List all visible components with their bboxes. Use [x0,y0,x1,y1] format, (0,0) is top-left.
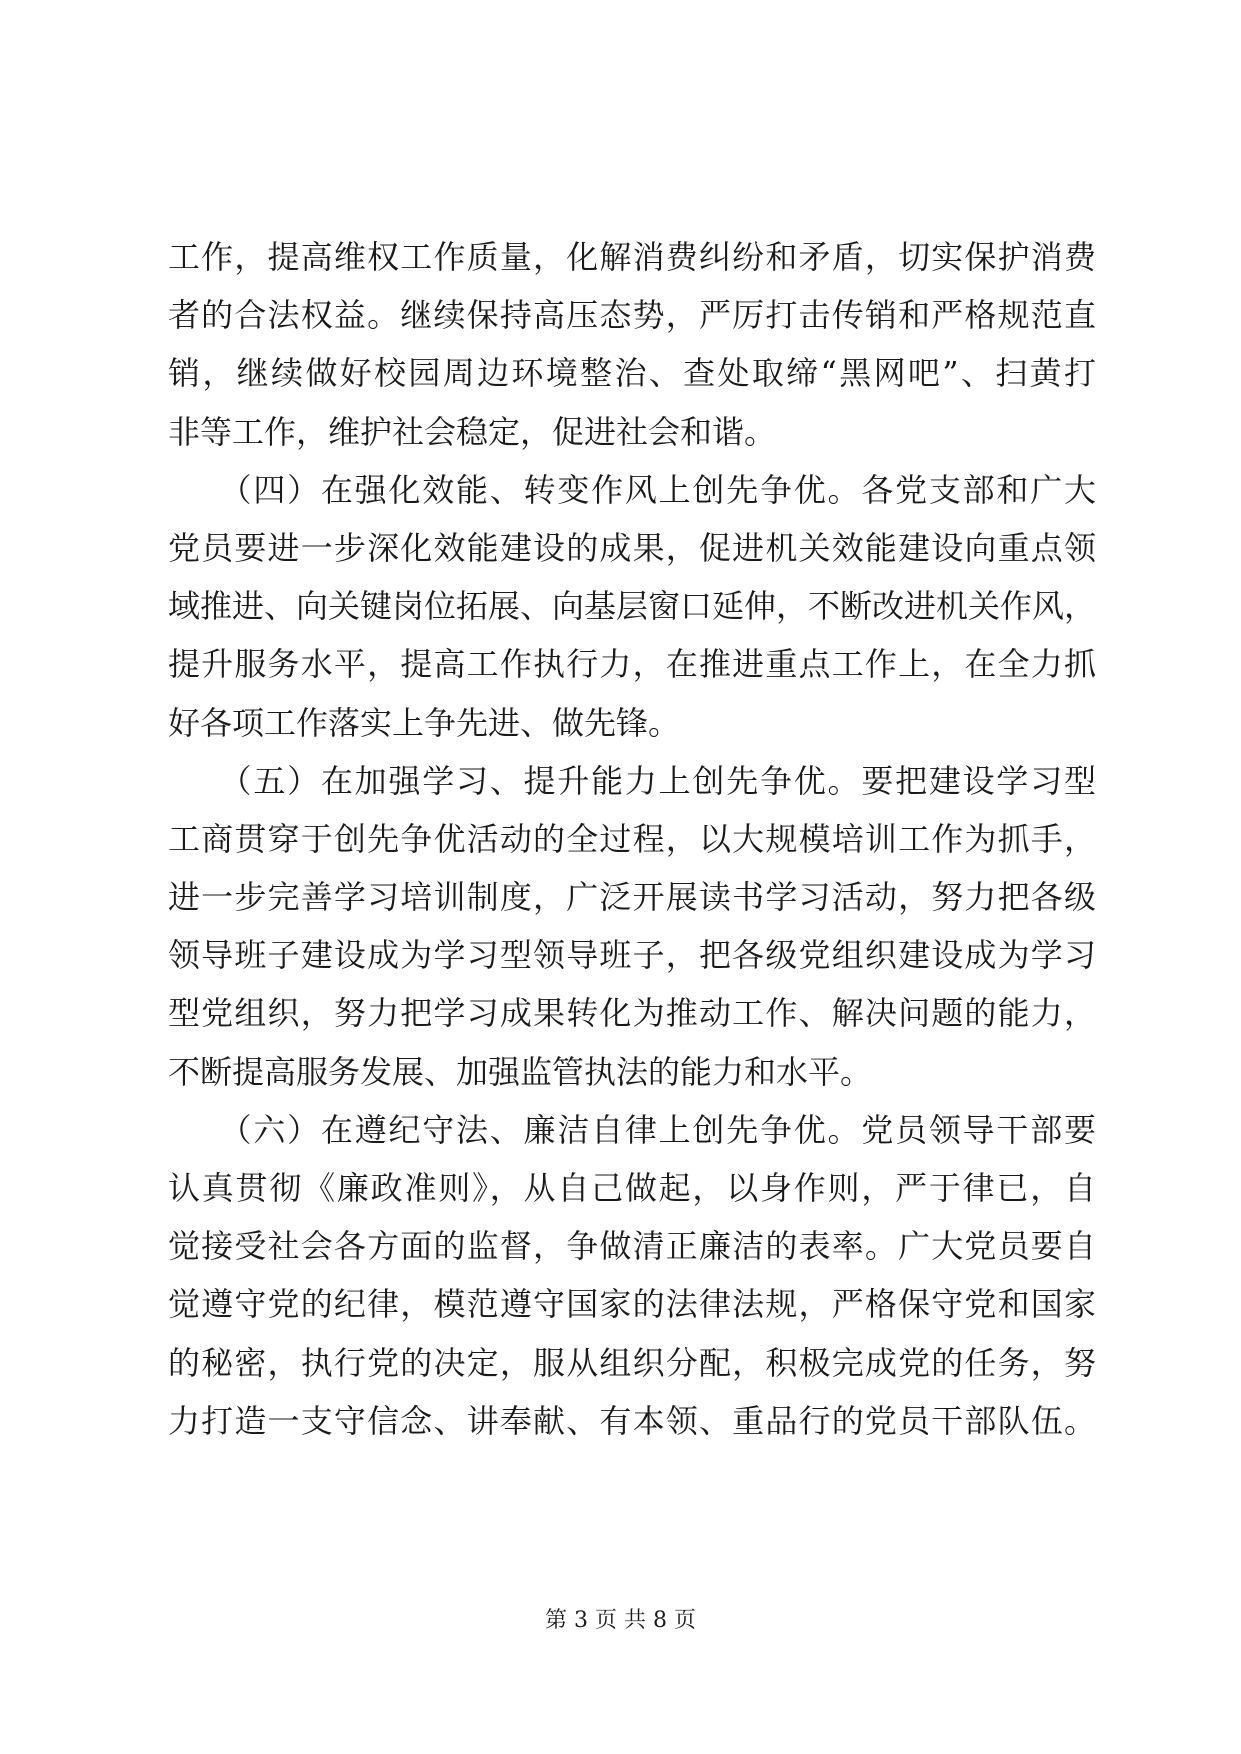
paragraph-consumer-rights [168,228,1096,461]
text-line: 进一步完善学习培训制度，广泛开展读书学习活动，努力把各级 [168,878,1096,917]
text-line: 觉遵守党的纪律，模范遵守国家的法律法规，严格保守党和国家 [168,1285,1096,1324]
text-line: 认真贯彻《廉政准则》，从自己做起，以身作则，严于律已，自 [168,1169,1096,1207]
text-line: （五）在加强学习、提升能力上创先争优。要把建设学习型 [168,761,1096,800]
text-line: 力打造一支守信念、讲奉献、有本领、重品行的党员干部队伍。 [168,1401,1096,1440]
text-line: 觉接受社会各方面的监督，争做清正廉洁的表率。广大党员要自 [168,1227,1096,1266]
text-line: 领导班子建设成为学习型领导班子，把各级党组织建设成为学习 [168,936,1096,975]
text-line: （六）在遵纪守法、廉洁自律上创先争优。党员领导干部要 [168,1110,1096,1149]
text-line: 域推进、向关键岗位拓展、向基层窗口延伸，不断改进机关作风， [168,587,1097,626]
text-line: 党员要进一步深化效能建设的成果，促进机关效能建设向重点领 [168,528,1096,567]
text-line: 不断提高服务发展、加强监管执法的能力和水平。 [168,1052,873,1091]
page-number-footer: 第 3 页 共 8 页 [545,1608,696,1633]
text-line: 的秘密，执行党的决定，服从组织分配，积极完成党的任务，努 [168,1343,1096,1382]
text-line: 工作，提高维权工作质量，化解消费纠纷和矛盾，切实保护消费 [168,238,1096,276]
text-line: 非等工作，维护社会稳定，促进社会和谐。 [168,412,777,451]
text-line: 好各项工作落实上争先进、做先锋。 [168,703,681,742]
text-line: 销，继续做好校园周边环境整治、查处取缔“黑网吧”、扫黄打 [168,354,1096,393]
paragraph-section-six [168,1101,1096,1450]
text-line: 者的合法权益。继续保持高压态势，严厉打击传销和严格规范直 [168,296,1096,335]
text-line: 提升服务水平，提高工作执行力，在推进重点工作上，在全力抓 [168,645,1096,684]
text-line: （四）在强化效能、转变作风上创先争优。各党支部和广大 [168,470,1096,509]
paragraph-section-four [168,461,1096,752]
text-line: 型党组织，努力把学习成果转化为推动工作、解决问题的能力， [168,994,1096,1033]
paragraph-section-five [168,752,1096,1101]
text-line: 工商贯穿于创先争优活动的全过程，以大规模培训工作为抓手， [168,819,1096,858]
document-body [168,228,1096,1450]
